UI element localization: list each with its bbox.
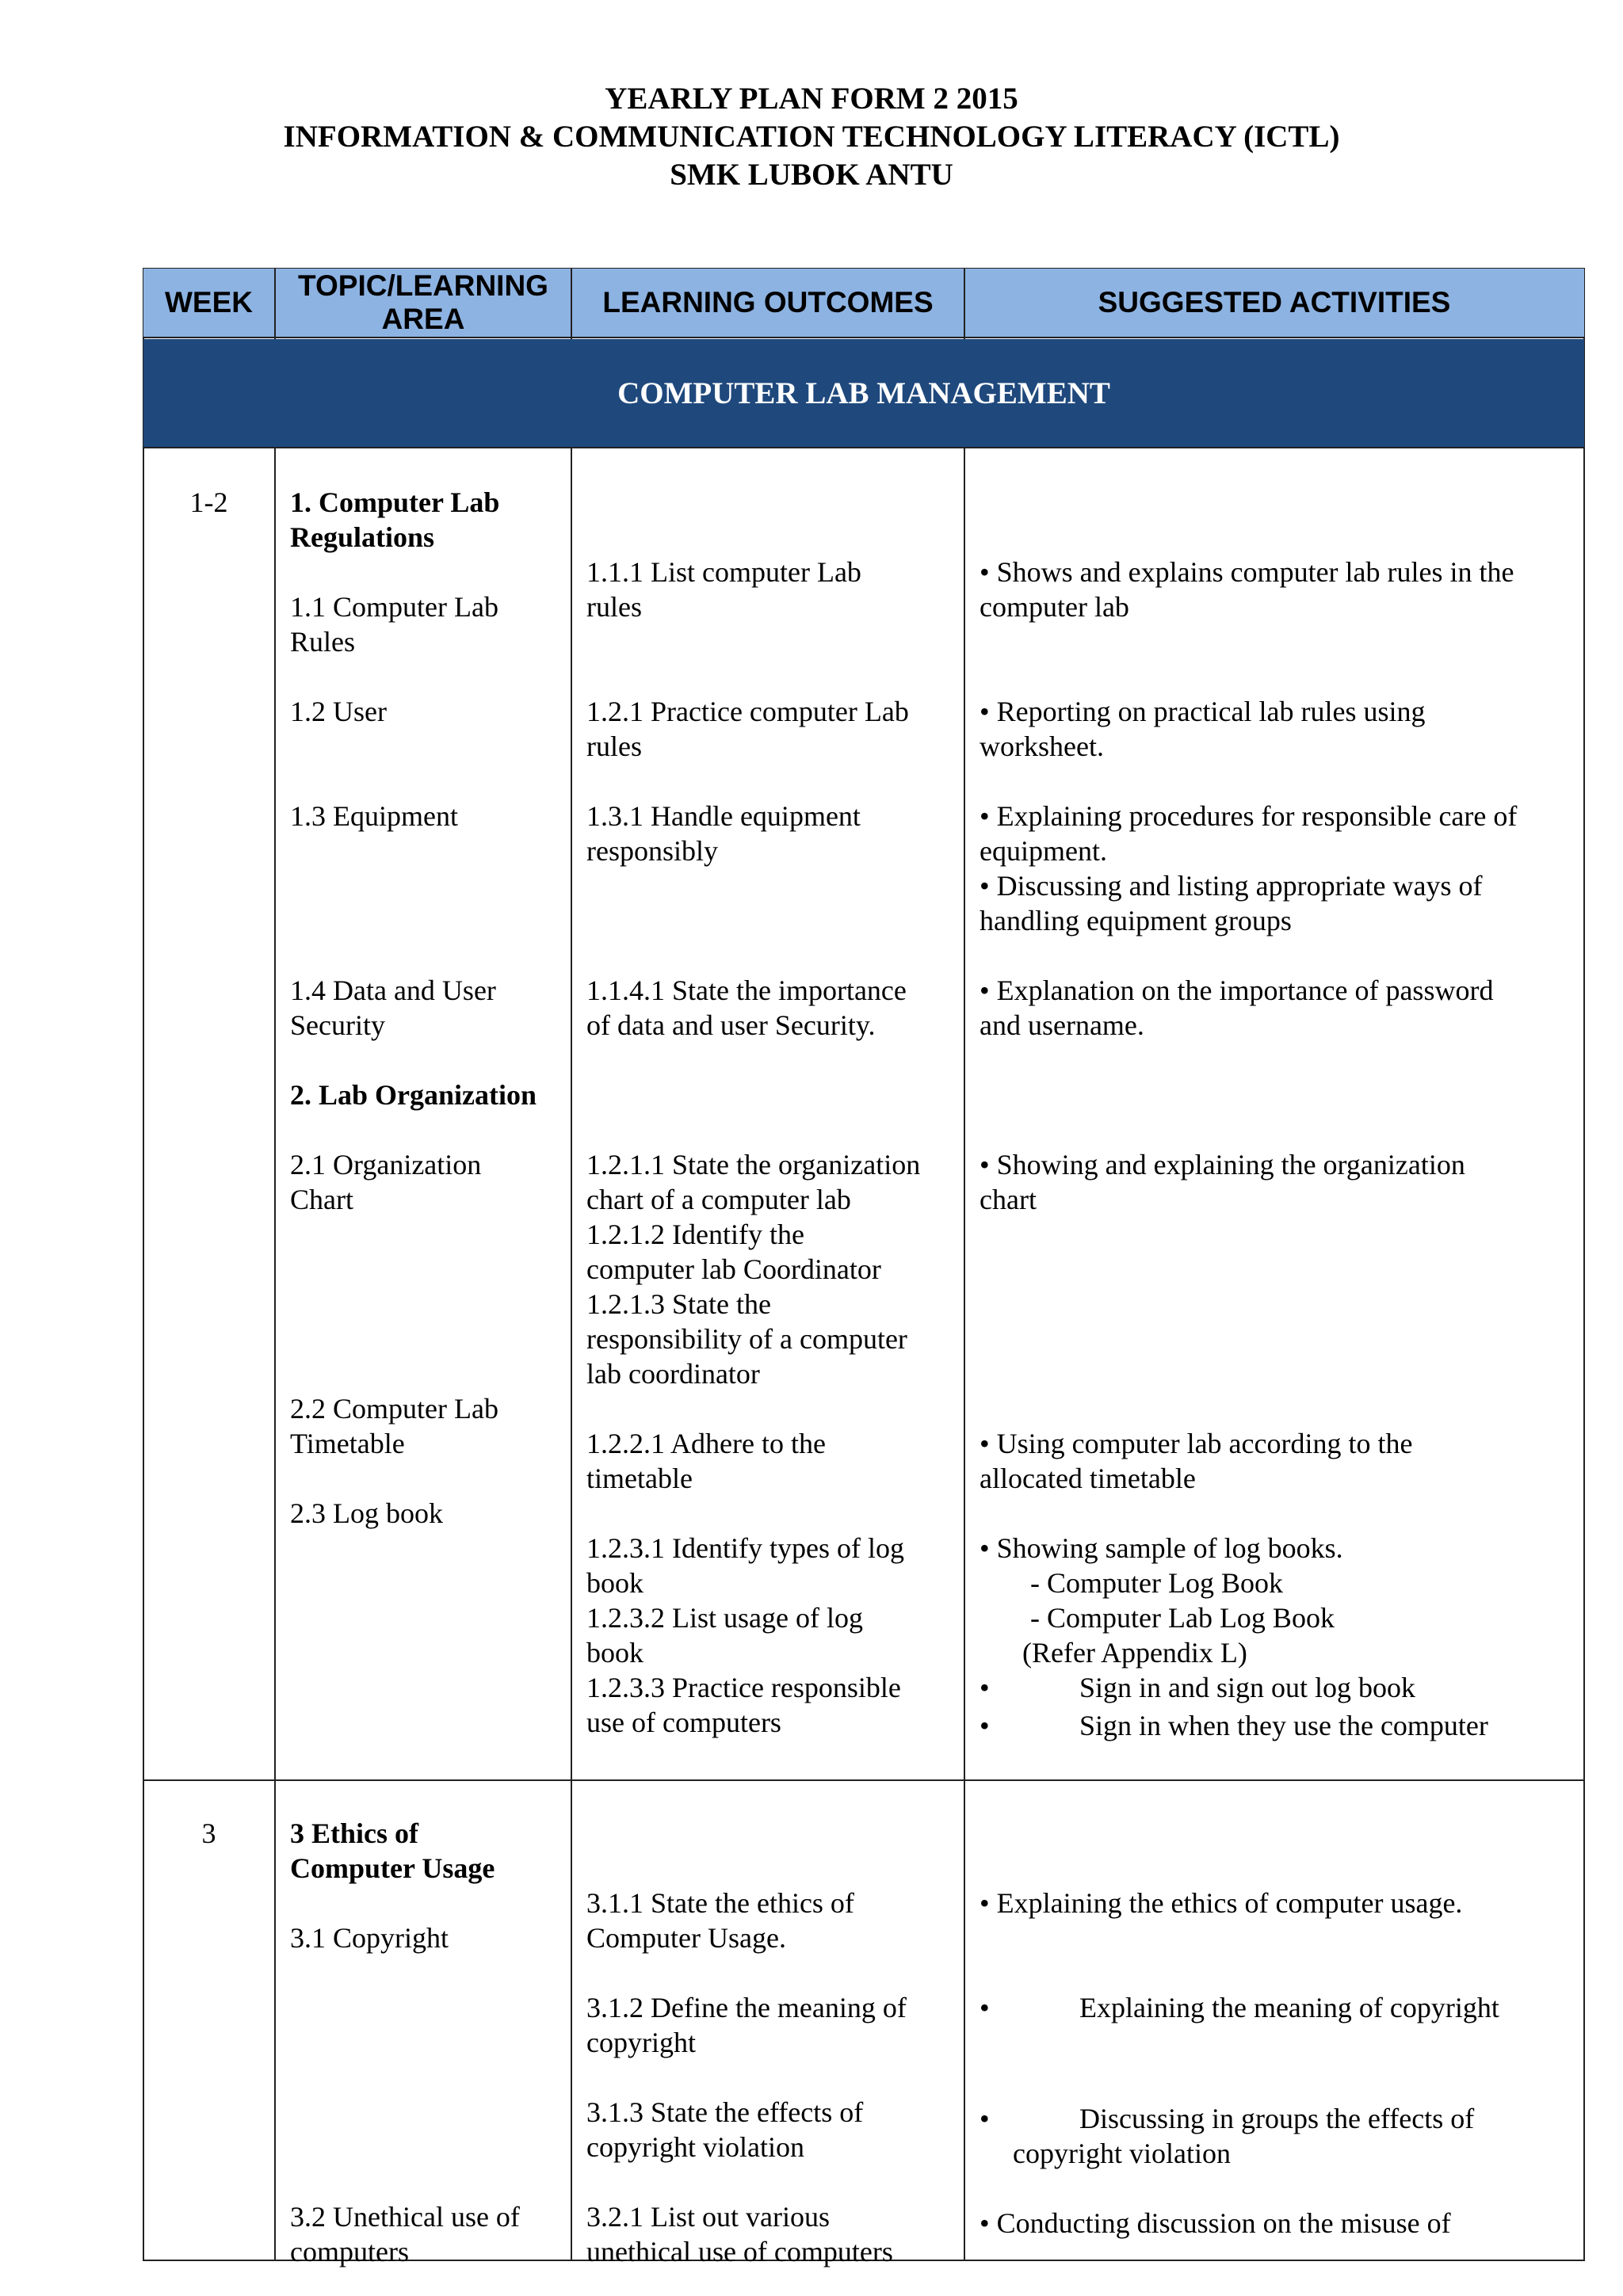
topic-item: 2.2 Computer Lab [290,1393,498,1425]
topic-item: Chart [290,1184,353,1215]
outcome-line: unethical use of computers [586,2236,893,2267]
activity-note: (Refer Appendix L) [1022,1637,1247,1669]
school-name: SMK LUBOK ANTU [670,158,953,192]
activity-line: Discussing in groups the effects of [1079,2103,1475,2134]
topic-item: 2.3 Log book [290,1497,443,1529]
topic-item: 1.1 Computer Lab [290,591,498,623]
topic-item: Security [290,1009,385,1041]
column-header-outcomes: LEARNING OUTCOMES [602,286,934,318]
outcome-line: 1.2.1.2 Identify the [586,1219,804,1250]
subject-title: INFORMATION & COMMUNICATION TECHNOLOGY LITERACY (ICTL) [283,120,1340,154]
outcome-line: 1.1.4.1 State the importance [586,974,907,1006]
outcome-line: responsibly [586,835,718,867]
section-band [143,339,1584,448]
topic-item: 3.1 Copyright [290,1922,449,1954]
outcome-line: computer lab Coordinator [586,1253,881,1285]
activity-line: • Showing and explaining the organization [980,1149,1465,1180]
activity-line: • Showing sample of log books. [980,1532,1343,1564]
outcome-line: responsibility of a computer [586,1323,907,1355]
activity-line: • Conducting discussion on the misuse of [980,2207,1451,2239]
activity-subitem: - Computer Log Book [1030,1567,1283,1599]
topic-heading: 1. Computer Lab [290,486,500,518]
activity-line: equipment. [980,835,1107,867]
outcome-line: chart of a computer lab [586,1184,851,1215]
outcome-line: 1.2.2.1 Adhere to the [586,1428,826,1459]
topic-item: computers [290,2236,409,2267]
outcome-line: rules [586,730,642,762]
bullet-icon: • [980,1672,990,1703]
outcome-line: of data and user Security. [586,1009,876,1041]
outcome-line: copyright violation [586,2131,804,2163]
topic-item: 2.1 Organization [290,1149,482,1180]
activity-line: Explaining the meaning of copyright [1079,1992,1499,2023]
topic-heading: Computer Usage [290,1852,495,1884]
topic-heading: Regulations [290,521,435,553]
outcome-line: 1.2.3.2 List usage of log [586,1602,863,1634]
activity-subitem: - Computer Lab Log Book [1030,1602,1335,1634]
topic-item: 3.2 Unethical use of [290,2201,520,2233]
bullet-icon: • [980,2103,990,2134]
outcome-line: 3.1.1 State the ethics of [586,1887,854,1919]
column-header-topic: TOPIC/LEARNING AREA [298,269,548,335]
topic-item: 1.4 Data and User [290,974,496,1006]
activity-line: and username. [980,1009,1144,1041]
document-title: YEARLY PLAN FORM 2 2015 [605,82,1018,116]
outcome-line: rules [586,591,642,623]
topic-heading: 2. Lab Organization [290,1079,537,1111]
activity-line: copyright violation [1013,2138,1231,2169]
outcome-line: use of computers [586,1707,781,1738]
bullet-icon: • [980,1710,990,1741]
activity-line: allocated timetable [980,1463,1196,1494]
topic-item: Timetable [290,1428,405,1459]
outcome-line: 3.1.2 Define the meaning of [586,1992,907,2023]
column-divider [964,269,965,339]
activity-line: Sign in when they use the computer [1079,1710,1488,1741]
activity-line: • Reporting on practical lab rules using [980,696,1426,727]
outcome-line: book [586,1567,643,1599]
column-divider [274,448,276,2261]
activity-line: chart [980,1184,1037,1215]
outcome-line: lab coordinator [586,1358,760,1390]
outcome-line: copyright [586,2027,696,2058]
section-title: COMPUTER LAB MANAGEMENT [617,376,1110,410]
activity-line: Sign in and sign out log book [1079,1672,1416,1703]
activity-line: • Explaining procedures for responsible care of [980,800,1518,832]
outcome-line: 1.2.1 Practice computer Lab [586,696,909,727]
outcome-line: timetable [586,1463,693,1494]
outcome-line: 3.2.1 List out various [586,2201,830,2233]
topic-heading: 3 Ethics of [290,1817,418,1849]
week-cell: 1-2 [189,486,228,518]
outcome-line: 1.2.1.3 State the [586,1288,771,1320]
outcome-line: 1.2.3.3 Practice responsible [586,1672,901,1703]
column-divider [571,448,572,2261]
outcome-line: book [586,1637,643,1669]
activity-line: • Explanation on the importance of password [980,974,1494,1006]
activity-line: • Explaining the ethics of computer usage. [980,1887,1463,1919]
activity-line: • Using computer lab according to the [980,1428,1413,1459]
week-cell: 3 [201,1817,216,1849]
outcome-line: 1.2.3.1 Identify types of log [586,1532,904,1564]
column-divider [571,269,572,339]
outcome-line: 1.1.1 List computer Lab [586,556,861,588]
activity-line: • Discussing and listing appropriate ways of [980,870,1483,902]
activity-line: computer lab [980,591,1129,623]
topic-item: 1.3 Equipment [290,800,458,832]
outcome-line: 1.3.1 Handle equipment [586,800,861,832]
topic-item: 1.2 User [290,696,387,727]
activity-line: • Shows and explains computer lab rules in the [980,556,1514,588]
row-divider [143,1779,1584,1781]
activity-line: handling equipment groups [980,905,1292,936]
outcome-line: Computer Usage. [586,1922,786,1954]
column-divider [274,269,276,339]
column-header-activities: SUGGESTED ACTIVITIES [1098,286,1451,318]
topic-item: Rules [290,626,356,658]
outcome-line: 3.1.3 State the effects of [586,2096,864,2128]
bullet-icon: • [980,1992,990,2023]
outcome-line: 1.2.1.1 State the organization [586,1149,921,1180]
column-divider [964,448,965,2261]
activity-line: worksheet. [980,730,1104,762]
column-header-week: WEEK [165,286,253,318]
